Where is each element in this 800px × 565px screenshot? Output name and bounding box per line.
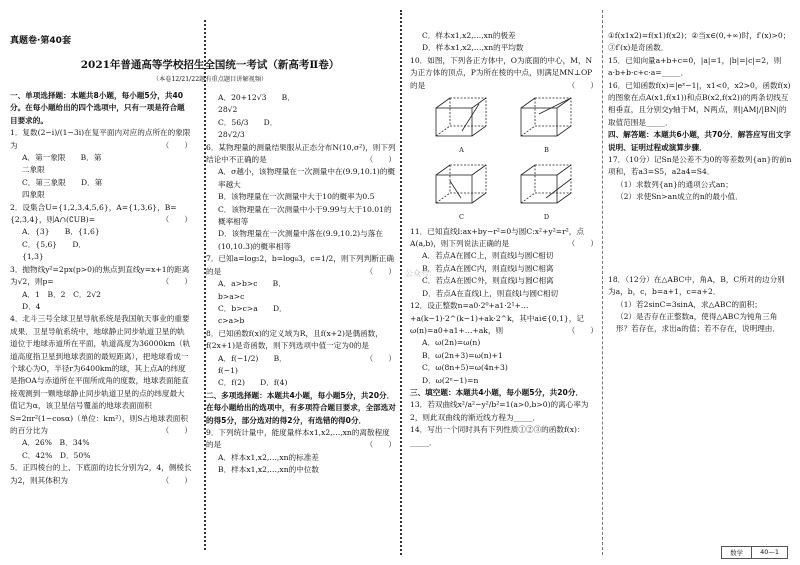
option: C．若点A在圆C外，则直线l与圆C相离 [422,276,554,286]
question-2: 2．设集合U={1,2,3,4,5,6}，A={1,3,6}，B={2,3,4}，则A∩(∁UB)= （ ） [10,202,192,225]
option: D．ω(2ⁿ−1)=n [422,375,479,385]
question-5: 5．正四棱台的上、下底面的边长分别为2，4，侧棱长为2，则其体积为 （ ） [10,463,192,485]
question-7: 7．已知a=log₅2，b=log₈3，c=1/2，则下列判断正确的是 （ ） [206,254,396,276]
question-12: 12．设正整数n=a0·2⁰+a1·2¹+…+a(k−1)·2^(k−1)+ak·2^k，其中ai∈{0,1}，记ω(n)=a0+a1+…+ak，则 （ ） [410,301,598,335]
watermark: 公众号：一 [405,269,445,278]
option: A．ω(2n)=ω(n) [422,338,481,348]
page-number: 40—1 [751,547,787,558]
question-9: 9．下列统计量中，能度量样本x1,x2,…,xn的离散程度的是 （ ） [206,427,396,450]
column-3 [410,30,598,449]
question-10: 10．如图，下列各正方体中，O为底面的中心，M，N为正方体的顶点，P为所在棱的中点，则满足MN⊥OP的是 （ ） [410,55,598,90]
question-11: 11．已知直线l:ax+by−r²=0与圆C:x²+y²=r²，点A(a,b)，则下列说法正确的是 （ ） [410,226,598,249]
options: C．56/3 D．28√2/3 [218,117,278,140]
question-14: 14．写出一个同时具有下列性质①②③的函数f(x)：_____． [410,425,585,447]
subject-label: 数学 [730,549,744,557]
option: B．该物理量在一次测量中大于10的概率为0.5 [218,192,375,202]
set-label: 真题卷·第40套 [10,36,71,46]
options: A．26% B．34% C．42% D．50% [22,438,98,460]
option: C．ω(8n+5)=ω(4n+3) [422,363,508,373]
options: C．{5,6} D．{1,3} [22,239,87,262]
page-footer [721,546,788,559]
question-14-properties: ①f(x1x2)=f(x1)f(x2)；②当x∈(0,+∞)时，f′(x)>0；③f′(x)是奇函数． [608,31,791,53]
options: A．20+12√3 B．28√2 [218,93,295,115]
question-18-part: （2）是否存在正整数a，使得△ABC为钝角三角形？若存在，求出a的值；若不存在，说明理由． [616,311,780,334]
option: C．样本x1,x2,…,xn的极差 [422,31,516,40]
question-13: 13．若双曲线x²/a²−y²/b²=1(a>0,b>0)的离心率为2，则此双曲线的渐近线方程为_____． [410,400,589,422]
question-17-part: （1）求数列{an}的通项公式an； [616,179,733,189]
option: A．σ越小，该物理量在一次测量中在(9.9,10.1)的概率越大 [218,167,396,189]
cube-label: C [459,213,464,222]
column-2 [206,92,396,477]
question-18: 18．（12分）在△ABC中，角A，B，C所对的边分别为a，b，c，b=a+1，c=a+2． [608,274,785,297]
cube-label: D [543,213,550,222]
cube-label: B [544,146,549,155]
column-4 [608,30,792,336]
options: A．{3} B．{1,6} [22,227,100,237]
option: D．样本x1,x2,…,xn的平均数 [422,43,524,53]
option: D．若点A在直线l上，则直线l与圆C相切 [422,288,559,298]
exam-subtitle: （本卷12/21/22题有重点题目讲解视频） [152,76,268,83]
options: A．a>b>c B．b>a>c [218,279,286,301]
option: A．样本x1,x2,…,xn的标准差 [218,452,319,462]
question-1: 1．复数(2−i)/(1−3i)在复平面内对应的点所在的象限为 （ ） [10,128,192,150]
cube-figure [509,94,584,157]
question-3: 3．抛物线y²=2px(p>0)的焦点到直线y=x+1的距离为√2，则p= （ ） [10,264,192,287]
options: C．第三象限 D．第四象限 [22,177,103,200]
cube-figure [424,161,499,224]
options: C．f(2) D．f(4) [218,378,288,388]
section-multi-choice: 二、多项选择题：本题共4小题，每小题5分，共20分．在每小题给出的选项中，有多项符合题目要求，全部选对的得5分，部分选对的得2分，有选错的得0分． [206,390,396,425]
question-15: 15．已知向量a+b+c=0，|a|=1，|b|=|c|=2，则a·b+b·c+c·a=_____． [608,55,782,78]
answer-space [608,204,792,274]
column-divider [400,10,402,555]
cube-icon [432,94,492,140]
column-1 [10,90,192,487]
question-17-part: （2）求使Sn>an成立的n的最小值． [616,192,743,202]
exam-title: 2021年普通高等学校招生全国统一考试（新高考Ⅱ卷） [80,59,340,71]
section-fill-blank: 三、填空题：本题共4小题，每小题5分，共20分． [410,387,584,397]
cube-label: A [459,146,464,155]
question-16: 16．已知函数f(x)=|eˣ−1|，x1<0，x2>0，函数f(x)的图象在点A(x1,f(x1))和点B(x2,f(x2))的两条切线互相垂直，且分别交y轴于M，N两点，则|AM|/|BN|的取值范围是_____． [608,80,791,127]
option: A．若点A在圆C上，则直线l与圆C相切 [422,251,554,261]
option: C．该物理量在一次测量中小于9.99与大于10.01的概率相等 [218,204,392,227]
section-single-choice: 一、单项选择题：本题共8小题，每小题5分，共40分。在每小题给出的四个选项中，只有一项是符合题目要求的。 [10,91,185,125]
option: B．ω(2n+3)=ω(n)+1 [422,350,503,360]
column-divider [602,10,603,555]
cube-icon [517,161,577,207]
question-17: 17．（10分）记Sn是公差不为0的等差数列{an}的前n项和，若a3=S5，a2a4=S4． [608,155,792,177]
option: B．样本x1,x2,…,xn的中位数 [218,465,319,475]
cube-figures [410,92,598,226]
cube-icon [517,94,577,140]
options: A．f(−1/2) B．f(−1) [218,353,287,375]
cube-figure [509,161,584,224]
options: A．1 B．2 C．2√2 D．4 [22,289,109,311]
question-8: 8．已知函数f(x)的定义域为R，且f(x+2)是偶函数，f(2x+1)是奇函数，则下列选项中值一定为0的是 （ ） [206,328,396,363]
question-18-part: （1）若2sinC=3sinA，求△ABC的面积； [616,299,762,309]
option: B．若点A在圆C内，则直线l与圆C相离 [422,263,554,273]
cube-icon [432,161,492,207]
question-6: 6．某物理量的测量结果服从正态分布N(10,σ²)，则下列结论中不正确的是 （ ） [206,142,396,165]
options: C．b>c>a D．c>a>b [218,303,287,326]
cube-figure [424,94,499,157]
option: D．该物理量在一次测量中落在(9.9,10.2)与落在(10,10.3)的概率相等 [218,229,383,251]
question-4: 4．北斗三号全球卫星导航系统是我国航天事业的重要成果．卫星导航系统中，地球静止同步轨道卫星的轨道位于地球赤道所在平面，轨道高度为36000km（轨道高度指卫星到地球表面的最短距离），把地球看成一个球心为O，半径r为6400km的球，其上点A的纬度是指OA与赤道所在平面所成角的度数，地球表面能直接观测到一颗地球静止同步轨道卫星的点的纬度最大值记为α，该卫星信号覆盖的地球表面面积S=2πr²(1−cosα)（单位：km²），则S占地球表面积的百分比为 （ ） [10,314,192,435]
options: A．第一象限 B．第二象限 [22,153,102,175]
section-solutions: 四、解答题：本题共6小题，共70分．解答应写出文字说明、证明过程或演算步骤． [608,130,791,152]
